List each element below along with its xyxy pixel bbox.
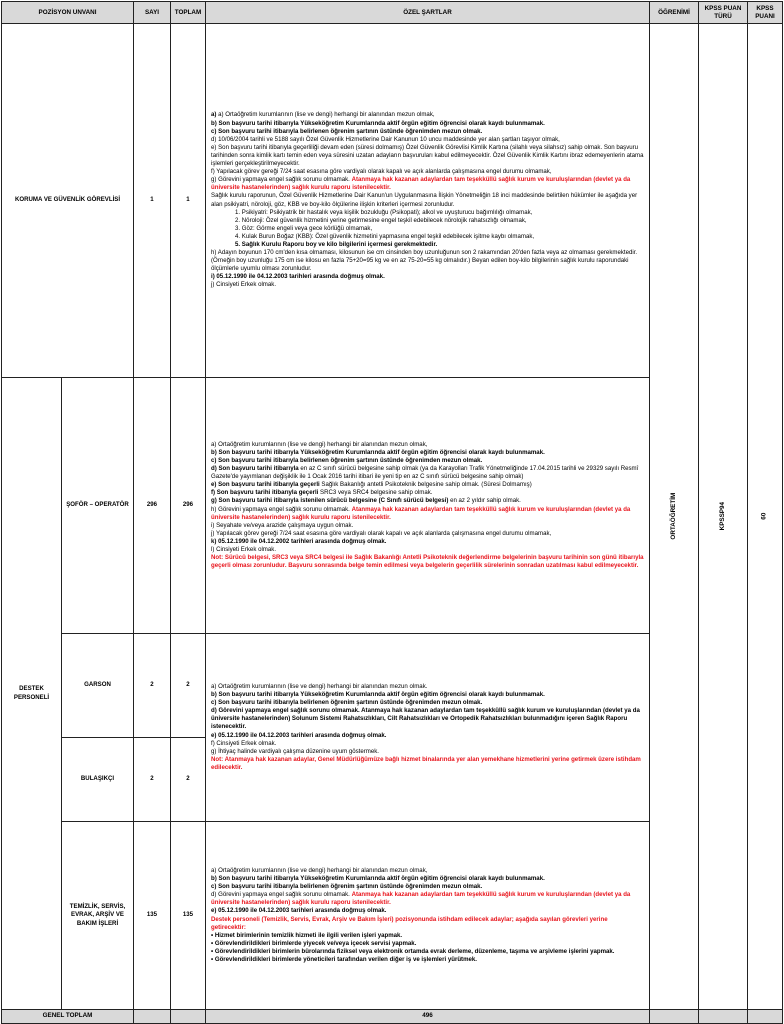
footer-row bbox=[2, 1010, 783, 1024]
education-cell: ORTAÖĞRETİM bbox=[650, 24, 699, 1010]
kpss-type-cell: KPSSP94 bbox=[699, 24, 748, 1010]
footer-empty-education bbox=[650, 1010, 699, 1024]
footer-empty-kpss-type bbox=[699, 1010, 748, 1024]
conditions-driver: a) Ortaöğretim kurumlarının (lise ve dengi) herhangi bir alanından mezun olmak, b) Son başvuru tarihi itibarıyla Yükseköğretim Kurumlarında aktif örgün eğitim öğrencisi olarak kaydı bulunmamak. c) Son başvuru tarihi itibarıyla belirlenen öğrenim şartının üstünde öğrenimden mezun olmak. d) Son başvuru tarihi itibarıyla en az C sınıfı sürücü belgesine sahip olmak (ya da Karayolları Trafik Yönetmeliğinde 17.04.2015 tarihli ve 29329 sayılı Resmî Gazete'de yayımlanan değişiklik ile 1 Ocak 2016 tarihi itibari ile yeni tip en az C sınıfı sürücü belgesine sahip olmak) e) Son başvuru tarihi itibarıyla geçerli Sağlık Bakanlığı antetli Psikoteknik belgesine sahip olmak. (Süresi Dolmamış) f) Son başvuru tarihi itibarıyla geçerli SRC3 veya SRC4 belgesine sahip olmak. g) Son başvuru tarihi itibarıyla istenilen sürücü belgesine (C Sınıfı sürücü belgesi) en az 2 yıldır sahip olmak. h) Görevini yapmaya engel sağlık sorunu olmamak. Atanmaya hak kazanan adaylardan tam teşekküllü sağlık kurum ve kuruluşlarından (devlet ya da üniversite hastanelerinden) sağlık kurulu raporu istenilecektir. i) Seyahate ve/veya arazide çalışmaya uygun olmak. j) Yapılacak görev gereği 7/24 saat esasına göre vardiyalı olarak kapalı ve açık alanlarda çalışmasına engel durumu olmamak, k) 05.12.1990 ile 04.12.2002 tarihleri arasında doğmuş olmak. l) Cinsiyeti Erkek olmak. Not: Sürücü belgesi, SRC3 veya SRC4 belgesi ile Sağlık Bakanlığı Antetli Psikoteknik değerlendirme belgelerinin başvuru tarihinin son günü itibarıyla geçerli olması zorunludur. Başvuru sonrasında belge temin edilmesi veya belgelerin geçerlilik sürelerinin sonradan uzatılması kabul edilmeyecektir. bbox=[206, 378, 650, 634]
footer-label: GENEL TOPLAM bbox=[2, 1010, 134, 1024]
footer-empty-count bbox=[134, 1010, 171, 1024]
footer-empty-total bbox=[171, 1010, 206, 1024]
header-count: SAYI bbox=[134, 2, 171, 24]
header-kpss-score: KPSS PUANI bbox=[748, 2, 783, 24]
position-cleaning: TEMİZLİK, SERVİS, EVRAK, ARŞİV VE BAKIM İŞLERİ bbox=[62, 822, 134, 1010]
position-driver: ŞOFÖR – OPERATÖR bbox=[62, 378, 134, 634]
position-waiter: GARSON bbox=[62, 634, 134, 738]
header-row bbox=[2, 2, 783, 24]
position-guard: KORUMA VE GÜVENLİK GÖREVLİSİ bbox=[2, 24, 134, 378]
count-dishwasher: 2 bbox=[134, 738, 171, 822]
row-guard bbox=[2, 24, 783, 378]
total-waiter: 2 bbox=[171, 634, 206, 738]
position-dishwasher: BULAŞIKÇI bbox=[62, 738, 134, 822]
footer-empty-kpss-score bbox=[748, 1010, 783, 1024]
total-dishwasher: 2 bbox=[171, 738, 206, 822]
header-total: TOPLAM bbox=[171, 2, 206, 24]
total-guard: 1 bbox=[171, 24, 206, 378]
header-kpss-type: KPSS PUAN TÜRÜ bbox=[699, 2, 748, 24]
support-group: DESTEK PERSONELİ bbox=[2, 378, 62, 1010]
header-education: ÖĞRENİMİ bbox=[650, 2, 699, 24]
count-waiter: 2 bbox=[134, 634, 171, 738]
conditions-kitchen: a) Ortaöğretim kurumlarının (lise ve dengi) herhangi bir alanından mezun olmak. b) Son başvuru tarihi itibarıyla Yükseköğretim Kurumlarında aktif örgün eğitim öğrencisi olarak kaydı bulunmamak. c) Son başvuru tarihi itibarıyla belirlenen öğrenim şartının üstünde öğrenimden mezun olmak. d) Görevini yapmaya engel sağlık sorunu olmamak. Atanmaya hak kazanan adaylardan tam teşekküllü sağlık kurum ve kuruluşlarından (devlet ya da üniversite hastanelerinden) Solunum Sistemi Rahatsızlıkları, Cilt Rahatsızlıkları ve Ortopedik Rahatsızlıkları bulunmadığını içeren Sağlık Raporu istenecektir. e) 05.12.1990 ile 04.12.2003 tarihleri arasında doğmuş olmak. f) Cinsiyeti Erkek olmak. g) İhtiyaç halinde vardiyalı çalışma düzenine uyum göstermek. Not: Atanmaya hak kazanan adaylar, Genel Müdürlüğümüze bağlı hizmet binalarında yer alan yemekhane hizmetlerini yerine getirmek üzere istihdam edilecektir. bbox=[206, 634, 650, 822]
conditions-cleaning: a) Ortaöğretim kurumlarının (lise ve dengi) herhangi bir alanından mezun olmak, b) Son başvuru tarihi itibarıyla Yükseköğretim Kurumlarında aktif örgün eğitim öğrencisi olarak kaydı bulunmamak. c) Son başvuru tarihi itibarıyla belirlenen öğrenim şartının üstünde öğrenimden mezun olmak. d) Görevini yapmaya engel sağlık sorunu olmamak. Atanmaya hak kazanan adaylardan tam teşekküllü sağlık kurum ve kuruluşlarından (devlet ya da üniversite hastanelerinden) sağlık kurulu raporu istenilecektir. e) 05.12.1990 ile 04.12.2003 tarihleri arasında doğmuş olmak. Destek personeli (Temizlik, Servis, Evrak, Arşiv ve Bakım İşleri) pozisyonunda istihdam edilecek adaylar; aşağıda sayılan görevleri yerine getirecektir: • Hizmet birimlerinin temizlik hizmeti ile ilgili verilen işleri yapmak. • Görevlendirildikleri birimlerde yiyecek ve/veya içecek servisi yapmak. • Görevlendirildikleri birimlerin bürolarında fiziksel veya elektronik ortamda evrak derleme, düzenleme, taşıma ve arşivleme işlerini yapmak. • Görevlendirildikleri birimlerde yöneticileri tarafından verilen diğer iş ve işlemleri yürütmek. bbox=[206, 822, 650, 1010]
kpss-score-cell: 60 bbox=[748, 24, 783, 1010]
count-guard: 1 bbox=[134, 24, 171, 378]
positions-table bbox=[1, 1, 783, 1024]
count-cleaning: 135 bbox=[134, 822, 171, 1010]
count-driver: 296 bbox=[134, 378, 171, 634]
total-driver: 296 bbox=[171, 378, 206, 634]
conditions-guard: a) a) Ortaöğretim kurumlarının (lise ve dengi) herhangi bir alanından mezun olmak, b) Son başvuru tarihi itibarıyla Yükseköğretim Kurumlarında aktif örgün eğitim öğrencisi olarak kaydı bulunmamak. c) Son başvuru tarihi itibarıyla belirlenen öğrenim şartının üstünde öğrenimden mezun olmak. d) 10/06/2004 tarihli ve 5188 sayılı Özel Güvenlik Hizmetlerine Dair Kanunun 10 uncu maddesinde yer alan şartları taşıyor olmak, e) Son başvuru tarihi itibarıyla geçerliliği devam eden (süresi dolmamış) Özel Güvenlik Görevlisi Kimlik Kartına (silahlı veya silahsız) sahip olmak. Son başvuru tarihinden sonra kimlik kartı temin eden veya süresini uzatan adayların başvuruları kabul edilmeyecektir. Özel Güvenlik Kimlik Kartını ibraz edemeyenlerin atama işlemleri gerçekleştirilmeyecektir. f) Yapılacak görev gereği 7/24 saat esasına göre vardiyalı olarak kapalı ve açık alanlarda çalışmasına engel durumu olmamak, g) Görevini yapmaya engel sağlık sorunu olmamak. Atanmaya hak kazanan adaylardan tam teşekküllü sağlık kurum ve kuruluşlarından (devlet ya da üniversite hastanelerinden) sağlık kurulu raporu istenilecektir. Sağlık kurulu raporunun, Özel Güvenlik Hizmetlerine Dair Kanun'un Uygulanmasına İlişkin Yönetmeliğin 18 inci maddesinde belirtilen hükümler ile aşağıda yer alan psikiyatri, nöroloji, göz, KBB ve boy-kilo ölçülerine ilişkin kriterleri içermesi zorunludur. 1. Psikiyatri: Psikiyatrik bir hastalık veya kişilik bozukluğu (Psikopati); alkol ve uyuşturucu bağımlılığı olmamak, 2. Nöroloji: Özel güvenlik hizmetini yerine getirmesine engel teşkil edebilecek nörolojik rahatsızlığı olmamak, 3. Göz: Görme engeli veya gece körlüğü olmamak, 4. Kulak Burun Boğaz (KBB): Özel güvenlik hizmetini yapmasına engel teşkil edebilecek işitme kaybı olmamak, 5. Sağlık Kurulu Raporu boy ve kilo bilgilerini içermesi gerekmektedir. h) Adayın boyunun 170 cm'den kısa olmaması, kilosunun ise cm cinsinden boy uzunluğunun son 2 rakamından 20'den fazla veya az olmaması gerekmektedir. (Örneğin boy uzunluğu 175 cm ise kilosu en fazla 75+20=95 kg ve en az 75-20=55 kg olmalıdır.) Beyan edilen boy-kilo bilgilerinin sağlık kurulu raporundaki ölçümlerle uyumlu olması zorunludur. i) 05.12.1990 ile 04.12.2003 tarihleri arasında doğmuş olmak. j) Cinsiyeti Erkek olmak. bbox=[206, 24, 650, 378]
header-position: POZİSYON UNVANI bbox=[2, 2, 134, 24]
total-cleaning: 135 bbox=[171, 822, 206, 1010]
header-conditions: ÖZEL ŞARTLAR bbox=[206, 2, 650, 24]
footer-total: 496 bbox=[206, 1010, 650, 1024]
